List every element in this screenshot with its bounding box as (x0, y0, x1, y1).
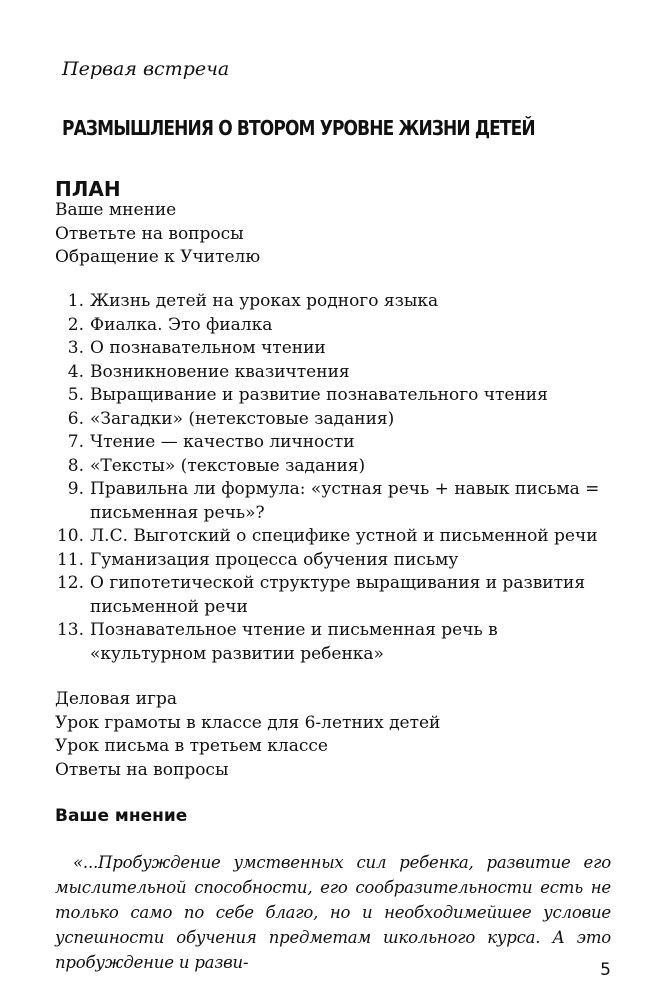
meeting-label: Первая встреча (62, 58, 230, 80)
toc-number: 1. (67, 291, 84, 311)
toc-text: Познавательное чтение и письменная речь в «культурном развитии ребенка» (90, 620, 498, 664)
plan-outro-list (55, 688, 440, 782)
toc-number: 9. (67, 479, 84, 499)
toc-item (50, 572, 610, 619)
chapter-title: РАЗМЫШЛЕНИЯ О ВТОРОМ УРОВНЕ ЖИЗНИ ДЕТЕЙ (62, 116, 535, 140)
toc-item (50, 525, 610, 549)
toc-number: 6. (67, 408, 84, 429)
toc-item (50, 337, 610, 361)
toc-text: Возникновение квазичтения (90, 361, 350, 382)
section-heading: Ваше мнение (55, 806, 188, 826)
toc-item (50, 384, 610, 408)
toc-text: Л.С. Выготский о специфике устной и письменной речи (90, 526, 598, 546)
page-number: 5 (600, 960, 611, 980)
toc-item (50, 619, 610, 666)
toc-text: «Тексты» (текстовые задания) (90, 455, 366, 476)
plan-intro-item: Обращение к Учителю (55, 247, 261, 267)
toc-item (50, 549, 610, 573)
plan-intro-list (55, 199, 260, 270)
toc-number: 11. (56, 549, 84, 570)
quote-paragraph: «...Пробуждение умственных сил ребенка, развитие его мыслительной способности, его сообразительности есть не только само по себе благо, но и необходимейшее условие успешности обучения предметам школьного курса. А это пробуждение и разви- (55, 853, 611, 972)
toc-text: Фиалка. Это фиалка (90, 314, 273, 335)
toc-item (50, 408, 610, 432)
toc-number: 4. (67, 361, 84, 382)
toc-text: Чтение — качество личности (90, 432, 355, 452)
toc-item (50, 478, 610, 525)
toc-text: Выращивание и развитие познавательного чтения (90, 385, 548, 405)
toc-number: 10. (56, 526, 84, 546)
toc-text: О познавательном чтении (90, 338, 326, 358)
toc-number: 5. (67, 385, 84, 405)
toc-text: Гуманизация процесса обучения письму (90, 549, 459, 570)
toc-number: 2. (67, 314, 84, 335)
toc-number: 13. (56, 620, 84, 640)
plan-outro-item: Урок письма в третьем классе (55, 736, 328, 756)
plan-intro-item: Ответьте на вопросы (55, 223, 244, 244)
toc-text: Правильна ли формула: «устная речь + навык письма = письменная речь»? (90, 479, 600, 523)
plan-heading: ПЛАН (55, 177, 121, 201)
toc-number: 7. (67, 432, 84, 452)
toc-number: 8. (67, 455, 84, 476)
plan-intro-item: Ваше мнение (55, 200, 177, 220)
toc-item (50, 290, 610, 314)
toc-text: О гипотетической структуре выращивания и развития письменной речи (90, 573, 586, 617)
toc-number: 3. (67, 338, 84, 358)
toc-item (50, 455, 610, 479)
toc-text: «Загадки» (нетекстовые задания) (90, 408, 395, 429)
plan-outro-item: Деловая игра (55, 689, 178, 709)
toc-number: 12. (56, 573, 84, 593)
plan-toc (50, 290, 610, 666)
toc-item (50, 431, 610, 455)
toc-text: Жизнь детей на уроках родного языка (90, 291, 439, 311)
toc-item (50, 314, 610, 338)
plan-outro-item: Урок грамоты в классе для 6-летних детей (55, 712, 441, 733)
toc-item (50, 361, 610, 385)
plan-outro-item: Ответы на вопросы (55, 759, 229, 780)
